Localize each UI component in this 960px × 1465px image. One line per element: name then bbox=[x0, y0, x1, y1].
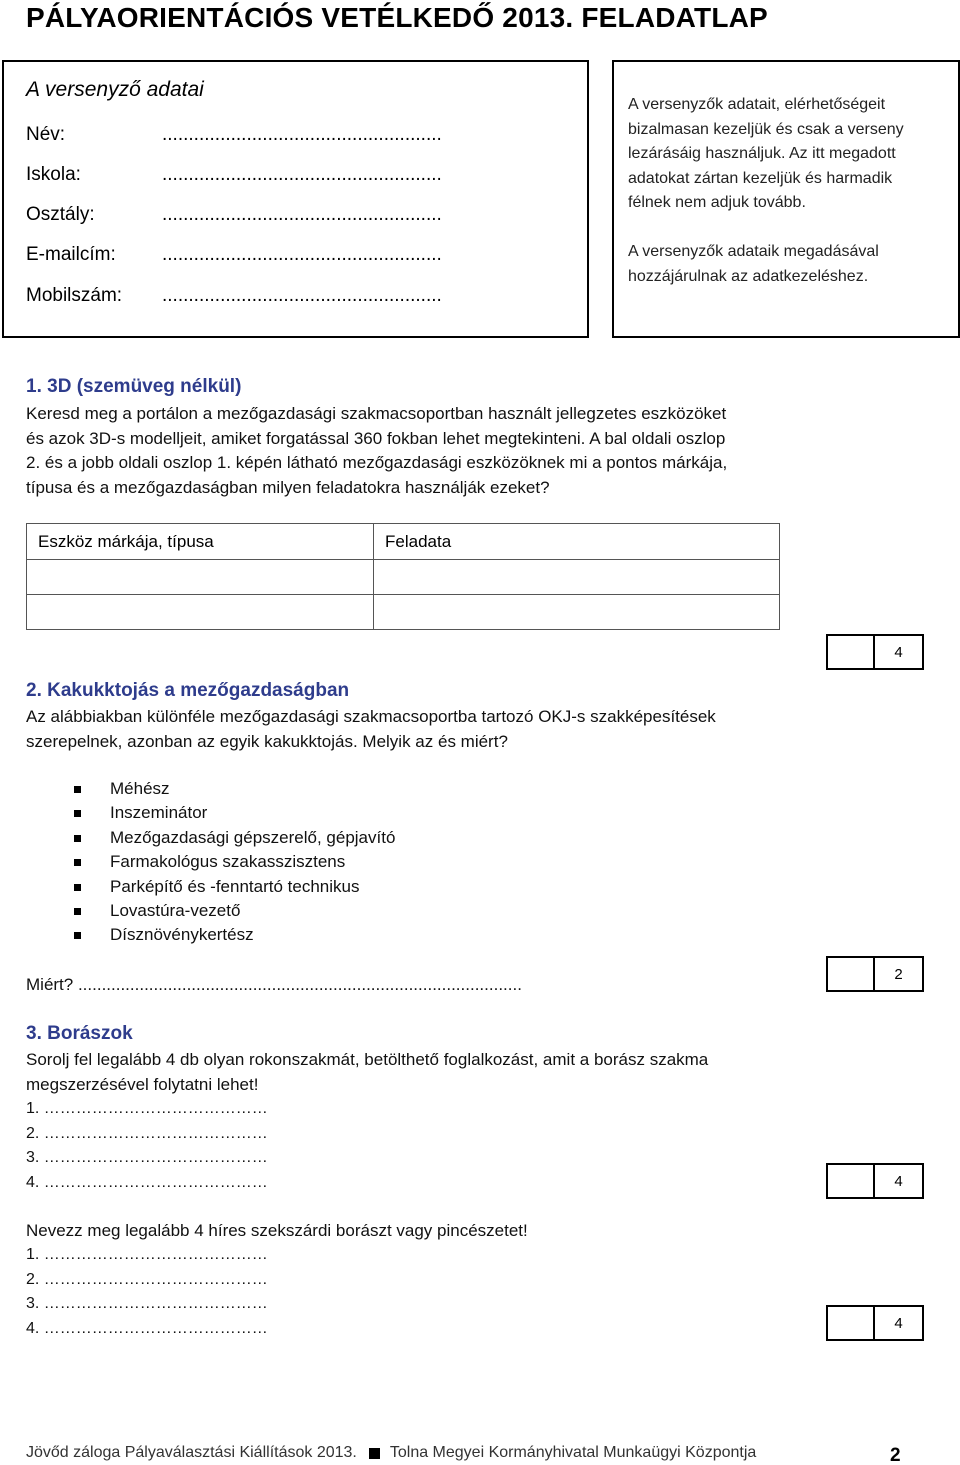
footer-right-text: Tolna Megyei Kormányhivatal Munkaügyi Központja bbox=[389, 1444, 757, 1461]
list-item: Dísznövénykertész bbox=[74, 923, 395, 947]
footer-left-text: Jövőd záloga Pályaválasztási Kiállítások 2013. bbox=[26, 1444, 357, 1461]
q3-line: megszerzésével folytatni lehet! bbox=[26, 1074, 259, 1094]
list-item: Mezőgazdasági gépszerelő, gépjavító bbox=[74, 826, 395, 850]
privacy-line: félnek nem adjuk tovább. bbox=[628, 194, 806, 211]
bullet-square-icon bbox=[74, 810, 81, 817]
answer-line[interactable]: 3. …………………………………… bbox=[26, 1295, 268, 1312]
school-field[interactable]: ..................................................... bbox=[162, 164, 442, 185]
page-number: 2 bbox=[890, 1445, 901, 1465]
email-label: E-mailcím: bbox=[26, 244, 116, 265]
answer-line[interactable]: 3. …………………………………… bbox=[26, 1149, 268, 1166]
task-cell[interactable] bbox=[374, 560, 780, 595]
privacy-paragraph-1 bbox=[628, 93, 948, 216]
q1-max-score: 4 bbox=[894, 643, 903, 661]
q3-number: 3. bbox=[26, 1023, 42, 1044]
q3b-score-box bbox=[826, 1305, 924, 1341]
privacy-line: A versenyzők adatait, elérhetőségeit bbox=[628, 96, 886, 113]
answer-line[interactable]: 2. …………………………………… bbox=[26, 1124, 268, 1142]
q1-score-box bbox=[826, 634, 924, 670]
score-input[interactable] bbox=[828, 958, 875, 990]
q1-line: típusa és a mezőgazdaságban milyen feladatokra használják ezeket? bbox=[26, 477, 550, 497]
q3-title: Borászok bbox=[47, 1023, 133, 1044]
q3a-max-score: 4 bbox=[894, 1172, 903, 1190]
winemakers-list bbox=[26, 1243, 268, 1341]
winemakers-prompt: Nevezz meg legalább 4 híres szekszárdi borászt vagy pincészetet! bbox=[26, 1221, 528, 1240]
q1-number: 1. bbox=[26, 376, 42, 397]
answer-line[interactable]: 1. …………………………………… bbox=[26, 1246, 268, 1263]
column-header-brand: Eszköz márkája, típusa bbox=[27, 524, 374, 560]
bullet-square-icon bbox=[74, 932, 81, 939]
bullet-square-icon bbox=[74, 884, 81, 891]
q1-line: 2. és a jobb oldali oszlop 1. képén látható mezőgazdasági eszközöknek mi a pontos márkája, bbox=[26, 453, 728, 472]
separator-square-icon bbox=[369, 1448, 380, 1459]
table-row bbox=[27, 560, 780, 595]
q1-description bbox=[26, 402, 727, 500]
privacy-line: bizalmasan kezeljük és csak a verseny bbox=[628, 120, 904, 138]
class-field[interactable]: ..................................................... bbox=[162, 204, 442, 225]
bullet-square-icon bbox=[74, 908, 81, 915]
q2-line: Az alábbiakban különféle mezőgazdasági szakmacsoportba tartozó OKJ-s szakképesítések bbox=[26, 707, 716, 726]
q3-heading bbox=[26, 1023, 133, 1045]
q1-line: Keresd meg a portálon a mezőgazdasági szakmacsoportban használt jellegzetes eszközöket bbox=[26, 404, 727, 423]
answer-line[interactable]: 4. …………………………………… bbox=[26, 1319, 268, 1337]
q2-score-box bbox=[826, 956, 924, 992]
q3a-score-box bbox=[826, 1163, 924, 1199]
class-label: Osztály: bbox=[26, 204, 95, 225]
name-field[interactable]: ..................................................... bbox=[162, 124, 442, 145]
list-item: Méhész bbox=[74, 777, 395, 801]
q1-line: és azok 3D-s modelljeit, amiket forgatással 360 fokban lehet megtekinteni. A bal oldali oszlop bbox=[26, 428, 726, 448]
q1-heading bbox=[26, 376, 241, 398]
q3-line: Sorolj fel legalább 4 db olyan rokonszakmát, betölthető foglalkozást, amit a borász szakma bbox=[26, 1050, 709, 1069]
score-input[interactable] bbox=[828, 1307, 875, 1339]
table-header-row bbox=[27, 524, 780, 560]
score-input[interactable] bbox=[828, 636, 875, 668]
table-row bbox=[27, 595, 780, 630]
mobile-label: Mobilszám: bbox=[26, 285, 123, 306]
task-cell[interactable] bbox=[374, 595, 780, 630]
privacy-line: A versenyzők adataik megadásával bbox=[628, 243, 879, 260]
mobile-field[interactable]: ..................................................... bbox=[162, 285, 442, 306]
answer-line[interactable]: 4. …………………………………… bbox=[26, 1173, 268, 1191]
q3b-max-score: 4 bbox=[894, 1314, 903, 1332]
privacy-line: lezárásáig használjuk. Az itt megadott bbox=[628, 145, 896, 162]
column-header-task: Feladata bbox=[374, 524, 780, 560]
privacy-line: hozzájárulnak az adatkezeléshez. bbox=[628, 267, 869, 285]
answer-line[interactable]: 1. …………………………………… bbox=[26, 1100, 268, 1117]
list-item: Farmakológus szakasszisztens bbox=[74, 850, 395, 874]
personal-info-heading: A versenyző adatai bbox=[26, 78, 204, 101]
q2-number: 2. bbox=[26, 680, 42, 701]
q2-title: Kakukktojás a mezőgazdaságban bbox=[47, 680, 350, 701]
email-field[interactable]: ..................................................... bbox=[162, 244, 442, 265]
page-title: PÁLYAORIENTÁCIÓS VETÉLKEDŐ 2013. FELADATLAP bbox=[26, 2, 768, 33]
bullet-square-icon bbox=[74, 835, 81, 842]
list-item: Inszeminátor bbox=[74, 801, 395, 825]
footer bbox=[26, 1444, 756, 1462]
privacy-line: adatokat zártan kezeljük és harmadik bbox=[628, 169, 893, 187]
q2-line: szerepelnek, azonban az egyik kakukktojás. Melyik az és miért? bbox=[26, 731, 508, 751]
score-input[interactable] bbox=[828, 1165, 875, 1197]
why-answer-field[interactable]: Miért? .............................................................................................. bbox=[26, 975, 522, 994]
tools-table bbox=[26, 523, 780, 630]
q2-heading bbox=[26, 680, 349, 702]
privacy-paragraph-2 bbox=[628, 240, 948, 289]
q2-description bbox=[26, 705, 716, 754]
q2-max-score: 2 bbox=[894, 965, 903, 983]
qualification-list bbox=[74, 777, 395, 948]
school-label: Iskola: bbox=[26, 164, 81, 185]
q1-title: 3D (szemüveg nélkül) bbox=[47, 376, 242, 397]
related-professions-list bbox=[26, 1097, 268, 1195]
brand-cell[interactable] bbox=[27, 595, 374, 630]
name-label: Név: bbox=[26, 124, 66, 145]
list-item: Lovastúra-vezető bbox=[74, 899, 395, 923]
brand-cell[interactable] bbox=[27, 560, 374, 595]
bullet-square-icon bbox=[74, 859, 81, 866]
answer-line[interactable]: 2. …………………………………… bbox=[26, 1270, 268, 1288]
q3-description bbox=[26, 1048, 708, 1097]
list-item: Parképítő és -fenntartó technikus bbox=[74, 875, 395, 899]
bullet-square-icon bbox=[74, 786, 81, 793]
